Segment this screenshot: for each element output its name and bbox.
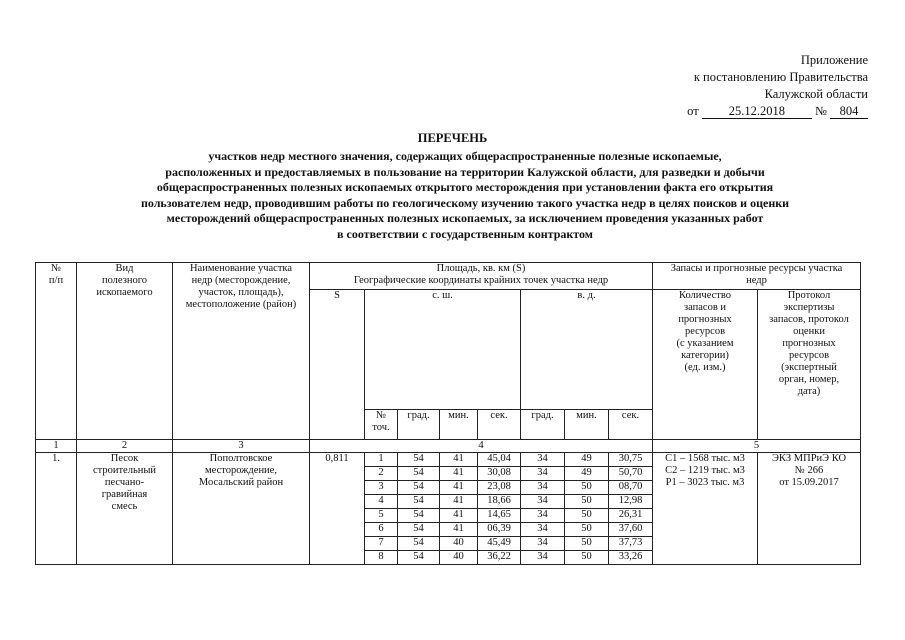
lon-deg: 34 <box>521 453 565 467</box>
point-number: 5 <box>365 509 398 523</box>
header-name: Наименование участка недр (месторождение, участок, площадь), местоположение (район) <box>173 263 310 440</box>
header-area-coords: Площадь, кв. км (S) Географические координаты крайних точек участка недр <box>310 263 653 290</box>
point-number: 7 <box>365 537 398 551</box>
subtitle-line: участков недр местного значения, содержащих общераспространенные полезные ископаемые, <box>208 149 722 163</box>
lat-min: 40 <box>440 537 478 551</box>
lat-min: 41 <box>440 481 478 495</box>
lon-min: 50 <box>565 509 609 523</box>
decree-number: 804 <box>830 105 868 119</box>
header-point-no: № точ. <box>365 410 398 440</box>
header-type: Вид полезного ископаемого <box>77 263 173 440</box>
document-subtitle <box>80 149 850 243</box>
lon-min: 50 <box>565 495 609 509</box>
decree-date: 25.12.2018 <box>702 105 812 119</box>
lon-sec: 37,60 <box>609 523 653 537</box>
document-title: ПЕРЕЧЕНЬ <box>417 131 488 145</box>
lat-sec: 45,49 <box>478 537 521 551</box>
subtitle-line: в соответствии с государственным контрактом <box>337 226 593 241</box>
lon-deg: 34 <box>521 481 565 495</box>
header-lon-min: мин. <box>565 410 609 440</box>
lat-sec: 30,08 <box>478 467 521 481</box>
column-number-3: 3 <box>173 440 310 453</box>
header-lat-min: мин. <box>440 410 478 440</box>
lat-min: 40 <box>440 551 478 565</box>
header-quantity: Количество запасов и прогнозных ресурсов (с указанием категории) (ед. изм.) <box>653 290 758 440</box>
lat-min: 41 <box>440 467 478 481</box>
lon-min: 49 <box>565 467 609 481</box>
lat-deg: 54 <box>398 481 440 495</box>
row-protocol: ЭКЗ МПРиЭ КО № 266 от 15.09.2017 <box>758 453 861 565</box>
lon-deg: 34 <box>521 467 565 481</box>
column-number-4: 4 <box>310 440 653 453</box>
row-deposit-name: Пополтовское месторождение, Мосальский район <box>173 453 310 565</box>
lon-sec: 50,70 <box>609 467 653 481</box>
lat-sec: 18,66 <box>478 495 521 509</box>
lon-min: 50 <box>565 481 609 495</box>
point-number: 3 <box>365 481 398 495</box>
header-lat-sec: сек. <box>478 410 521 440</box>
lat-deg: 54 <box>398 495 440 509</box>
lat-min: 41 <box>440 509 478 523</box>
row-mineral-type: Песок строительный песчано- гравийная смесь <box>77 453 173 565</box>
appendix-line-3: Калужской области <box>764 87 868 101</box>
appendix-block <box>687 52 868 120</box>
lat-min: 41 <box>440 453 478 467</box>
column-number-2: 2 <box>77 440 173 453</box>
lon-deg: 34 <box>521 551 565 565</box>
point-number: 8 <box>365 551 398 565</box>
lon-sec: 26,31 <box>609 509 653 523</box>
lat-sec: 23,08 <box>478 481 521 495</box>
lat-deg: 54 <box>398 537 440 551</box>
lat-deg: 54 <box>398 509 440 523</box>
lat-min: 41 <box>440 523 478 537</box>
appendix-date-line <box>687 103 868 120</box>
lon-deg: 34 <box>521 509 565 523</box>
subtitle-line: пользователем недр, проводившим работы по геологическому изучению такого участка недр в целях поисков и оценки <box>140 195 790 210</box>
header-protocol: Протокол экспертизы запасов, протокол оценки прогнозных ресурсов (экспертный орган, номер, дата) <box>758 290 861 440</box>
subtitle-line: расположенных и предоставляемых в пользование на территории Калужской области, для разведки и добычи <box>165 164 765 179</box>
row-area: 0,811 <box>310 453 365 565</box>
lon-deg: 34 <box>521 523 565 537</box>
header-s: S <box>310 290 365 440</box>
header-lon: в. д. <box>521 290 653 410</box>
appendix-line-1: Приложение <box>800 53 868 67</box>
lon-sec: 33,26 <box>609 551 653 565</box>
lon-sec: 12,98 <box>609 495 653 509</box>
lat-sec: 14,65 <box>478 509 521 523</box>
header-num: № п/п <box>36 263 77 440</box>
lon-min: 50 <box>565 537 609 551</box>
point-number: 1 <box>365 453 398 467</box>
lat-min: 41 <box>440 495 478 509</box>
lat-deg: 54 <box>398 523 440 537</box>
row-quantity: С1 – 1568 тыс. м3 С2 – 1219 тыс. м3 Р1 – 3023 тыс. м3 <box>653 453 758 565</box>
number-label: № <box>814 104 827 118</box>
lon-sec: 37,73 <box>609 537 653 551</box>
column-number-1: 1 <box>36 440 77 453</box>
point-number: 6 <box>365 523 398 537</box>
point-number: 4 <box>365 495 398 509</box>
lon-deg: 34 <box>521 537 565 551</box>
header-reserves: Запасы и прогнозные ресурсы участка недр <box>653 263 861 290</box>
lat-sec: 36,22 <box>478 551 521 565</box>
lat-deg: 54 <box>398 551 440 565</box>
lon-min: 50 <box>565 523 609 537</box>
header-lon-sec: сек. <box>609 410 653 440</box>
lat-sec: 06,39 <box>478 523 521 537</box>
from-label: от <box>687 104 699 118</box>
row-num: 1. <box>36 453 77 565</box>
point-number: 2 <box>365 467 398 481</box>
lon-sec: 30,75 <box>609 453 653 467</box>
deposits-table <box>35 262 861 565</box>
subtitle-line: месторождений общераспространенных полезных ископаемых, за исключением проведения указанных работ <box>166 211 764 226</box>
lon-min: 49 <box>565 453 609 467</box>
lon-sec: 08,70 <box>609 481 653 495</box>
header-lat: с. ш. <box>365 290 521 410</box>
lat-deg: 54 <box>398 453 440 467</box>
appendix-line-2: к постановлению Правительства <box>693 70 868 84</box>
header-lon-deg: град. <box>521 410 565 440</box>
header-lat-deg: град. <box>398 410 440 440</box>
lon-min: 50 <box>565 551 609 565</box>
lat-sec: 45,04 <box>478 453 521 467</box>
subtitle-line: общераспространенных полезных ископаемых открытого месторождения при установлении факта его открытия <box>156 180 774 195</box>
lon-deg: 34 <box>521 495 565 509</box>
column-number-5: 5 <box>653 440 861 453</box>
lat-deg: 54 <box>398 467 440 481</box>
